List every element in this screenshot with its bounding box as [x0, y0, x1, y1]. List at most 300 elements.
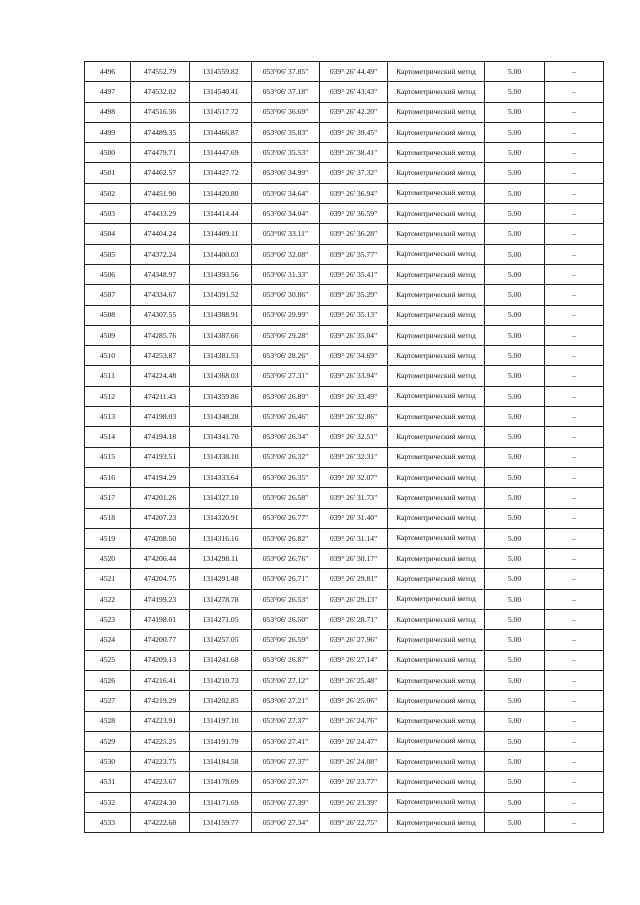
accuracy-cell: 5.00 — [485, 569, 545, 589]
x-coordinate-cell: 474479.71 — [131, 143, 190, 163]
y-coordinate-cell: 1314447.69 — [190, 143, 252, 163]
latitude-cell: 053°06' 35.53" — [252, 143, 320, 163]
method-cell: Картометрический метод — [388, 812, 485, 832]
x-coordinate-cell: 474372.24 — [131, 244, 190, 264]
table-row — [85, 610, 604, 630]
table-row — [85, 427, 604, 447]
note-cell: – — [545, 528, 604, 548]
table-row — [85, 244, 604, 264]
longitude-cell: 039° 26' 35.77" — [320, 244, 388, 264]
longitude-cell: 039° 26' 36.28" — [320, 224, 388, 244]
y-coordinate-cell: 1314271.05 — [190, 610, 252, 630]
x-coordinate-cell: 474209.13 — [131, 650, 190, 670]
latitude-cell: 053°06' 27.31" — [252, 366, 320, 386]
point-number-cell: 4498 — [85, 102, 131, 122]
longitude-cell: 039° 26' 23.39" — [320, 792, 388, 812]
table-row — [85, 366, 604, 386]
latitude-cell: 053°06' 26.53" — [252, 589, 320, 609]
note-cell: – — [545, 488, 604, 508]
note-cell: – — [545, 569, 604, 589]
y-coordinate-cell: 1314391.52 — [190, 285, 252, 305]
accuracy-cell: 5.00 — [485, 102, 545, 122]
table-row — [85, 752, 604, 772]
point-number-cell: 4501 — [85, 163, 131, 183]
accuracy-cell: 5.00 — [485, 447, 545, 467]
y-coordinate-cell: 1314278.78 — [190, 589, 252, 609]
latitude-cell: 053°06' 26.34" — [252, 427, 320, 447]
longitude-cell: 039° 26' 31.40" — [320, 508, 388, 528]
longitude-cell: 039° 26' 32.07" — [320, 467, 388, 487]
y-coordinate-cell: 1314178.69 — [190, 772, 252, 792]
point-number-cell: 4510 — [85, 346, 131, 366]
latitude-cell: 053°06' 34.04" — [252, 204, 320, 224]
longitude-cell: 039° 26' 28.71" — [320, 610, 388, 630]
accuracy-cell: 5.00 — [485, 589, 545, 609]
table-row — [85, 467, 604, 487]
accuracy-cell: 5.00 — [485, 549, 545, 569]
accuracy-cell: 5.00 — [485, 305, 545, 325]
longitude-cell: 039° 26' 33.49" — [320, 386, 388, 406]
x-coordinate-cell: 474199.23 — [131, 589, 190, 609]
x-coordinate-cell: 474223.91 — [131, 711, 190, 731]
point-number-cell: 4509 — [85, 325, 131, 345]
note-cell: – — [545, 792, 604, 812]
accuracy-cell: 5.00 — [485, 122, 545, 142]
accuracy-cell: 5.00 — [485, 285, 545, 305]
latitude-cell: 053°06' 27.37" — [252, 772, 320, 792]
note-cell: – — [545, 711, 604, 731]
latitude-cell: 053°06' 27.41" — [252, 731, 320, 751]
x-coordinate-cell: 474216.41 — [131, 670, 190, 690]
y-coordinate-cell: 1314191.79 — [190, 731, 252, 751]
note-cell: – — [545, 427, 604, 447]
longitude-cell: 039° 26' 24.08" — [320, 752, 388, 772]
x-coordinate-cell: 474222.68 — [131, 812, 190, 832]
x-coordinate-cell: 474194.18 — [131, 427, 190, 447]
x-coordinate-cell: 474219.29 — [131, 691, 190, 711]
note-cell: – — [545, 630, 604, 650]
method-cell: Картометрический метод — [388, 407, 485, 427]
accuracy-cell: 5.00 — [485, 772, 545, 792]
y-coordinate-cell: 1314387.66 — [190, 325, 252, 345]
point-number-cell: 4520 — [85, 549, 131, 569]
table-row — [85, 691, 604, 711]
longitude-cell: 039° 26' 29.81" — [320, 569, 388, 589]
y-coordinate-cell: 1314333.64 — [190, 467, 252, 487]
note-cell: – — [545, 82, 604, 102]
latitude-cell: 053°06' 32.08" — [252, 244, 320, 264]
y-coordinate-cell: 1314171.69 — [190, 792, 252, 812]
latitude-cell: 053°06' 27.34" — [252, 812, 320, 832]
method-cell: Картометрический метод — [388, 650, 485, 670]
point-number-cell: 4516 — [85, 467, 131, 487]
point-number-cell: 4504 — [85, 224, 131, 244]
point-number-cell: 4518 — [85, 508, 131, 528]
method-cell: Картометрический метод — [388, 772, 485, 792]
y-coordinate-cell: 1314184.58 — [190, 752, 252, 772]
accuracy-cell: 5.00 — [485, 812, 545, 832]
note-cell: – — [545, 407, 604, 427]
accuracy-cell: 5.00 — [485, 325, 545, 345]
accuracy-cell: 5.00 — [485, 711, 545, 731]
x-coordinate-cell: 474348.97 — [131, 264, 190, 284]
longitude-cell: 039° 26' 22.75" — [320, 812, 388, 832]
y-coordinate-cell: 1314327.10 — [190, 488, 252, 508]
y-coordinate-cell: 1314348.28 — [190, 407, 252, 427]
x-coordinate-cell: 474462.57 — [131, 163, 190, 183]
x-coordinate-cell: 474224.30 — [131, 792, 190, 812]
table-row — [85, 122, 604, 142]
longitude-cell: 039° 26' 38.41" — [320, 143, 388, 163]
longitude-cell: 039° 26' 42.20" — [320, 102, 388, 122]
accuracy-cell: 5.00 — [485, 528, 545, 548]
method-cell: Картометрический метод — [388, 264, 485, 284]
longitude-cell: 039° 26' 34.69" — [320, 346, 388, 366]
note-cell: – — [545, 752, 604, 772]
point-number-cell: 4506 — [85, 264, 131, 284]
note-cell: – — [545, 386, 604, 406]
y-coordinate-cell: 1314466.87 — [190, 122, 252, 142]
accuracy-cell: 5.00 — [485, 366, 545, 386]
method-cell: Картометрический метод — [388, 447, 485, 467]
point-number-cell: 4522 — [85, 589, 131, 609]
note-cell: – — [545, 549, 604, 569]
y-coordinate-cell: 1314257.05 — [190, 630, 252, 650]
latitude-cell: 053°06' 26.76" — [252, 549, 320, 569]
y-coordinate-cell: 1314517.72 — [190, 102, 252, 122]
longitude-cell: 039° 26' 30.17" — [320, 549, 388, 569]
x-coordinate-cell: 474204.75 — [131, 569, 190, 589]
note-cell: – — [545, 183, 604, 203]
latitude-cell: 053°06' 29.99" — [252, 305, 320, 325]
note-cell: – — [545, 691, 604, 711]
point-number-cell: 4505 — [85, 244, 131, 264]
table-row — [85, 508, 604, 528]
note-cell: – — [545, 62, 604, 82]
point-number-cell: 4507 — [85, 285, 131, 305]
y-coordinate-cell: 1314291.48 — [190, 569, 252, 589]
latitude-cell: 053°06' 34.64" — [252, 183, 320, 203]
method-cell: Картометрический метод — [388, 488, 485, 508]
y-coordinate-cell: 1314414.44 — [190, 204, 252, 224]
accuracy-cell: 5.00 — [485, 244, 545, 264]
latitude-cell: 053°06' 27.39" — [252, 792, 320, 812]
note-cell: – — [545, 508, 604, 528]
longitude-cell: 039° 26' 35.04" — [320, 325, 388, 345]
longitude-cell: 039° 26' 39.45" — [320, 122, 388, 142]
note-cell: – — [545, 163, 604, 183]
table-row — [85, 386, 604, 406]
accuracy-cell: 5.00 — [485, 427, 545, 447]
accuracy-cell: 5.00 — [485, 488, 545, 508]
accuracy-cell: 5.00 — [485, 792, 545, 812]
y-coordinate-cell: 1314400.03 — [190, 244, 252, 264]
method-cell: Картометрический метод — [388, 224, 485, 244]
x-coordinate-cell: 474200.77 — [131, 630, 190, 650]
table-row — [85, 407, 604, 427]
note-cell: – — [545, 122, 604, 142]
point-number-cell: 4524 — [85, 630, 131, 650]
table-row — [85, 325, 604, 345]
accuracy-cell: 5.00 — [485, 143, 545, 163]
table-row — [85, 224, 604, 244]
point-number-cell: 4532 — [85, 792, 131, 812]
accuracy-cell: 5.00 — [485, 62, 545, 82]
point-number-cell: 4502 — [85, 183, 131, 203]
table-row — [85, 772, 604, 792]
latitude-cell: 053°06' 29.28" — [252, 325, 320, 345]
latitude-cell: 053°06' 26.35" — [252, 467, 320, 487]
accuracy-cell: 5.00 — [485, 691, 545, 711]
accuracy-cell: 5.00 — [485, 264, 545, 284]
note-cell: – — [545, 285, 604, 305]
table-row — [85, 102, 604, 122]
point-number-cell: 4525 — [85, 650, 131, 670]
x-coordinate-cell: 474451.90 — [131, 183, 190, 203]
y-coordinate-cell: 1314202.85 — [190, 691, 252, 711]
y-coordinate-cell: 1314540.41 — [190, 82, 252, 102]
accuracy-cell: 5.00 — [485, 508, 545, 528]
table-row — [85, 569, 604, 589]
y-coordinate-cell: 1314241.68 — [190, 650, 252, 670]
note-cell: – — [545, 264, 604, 284]
y-coordinate-cell: 1314298.11 — [190, 549, 252, 569]
point-number-cell: 4529 — [85, 731, 131, 751]
y-coordinate-cell: 1314420.80 — [190, 183, 252, 203]
table-row — [85, 812, 604, 832]
table-row — [85, 630, 604, 650]
coordinates-table — [84, 61, 604, 833]
method-cell: Картометрический метод — [388, 244, 485, 264]
x-coordinate-cell: 474193.51 — [131, 447, 190, 467]
method-cell: Картометрический метод — [388, 346, 485, 366]
point-number-cell: 4513 — [85, 407, 131, 427]
method-cell: Картометрический метод — [388, 183, 485, 203]
point-number-cell: 4530 — [85, 752, 131, 772]
longitude-cell: 039° 26' 32.51" — [320, 427, 388, 447]
latitude-cell: 053°06' 37.18" — [252, 82, 320, 102]
method-cell: Картометрический метод — [388, 691, 485, 711]
note-cell: – — [545, 325, 604, 345]
latitude-cell: 053°06' 26.89" — [252, 386, 320, 406]
longitude-cell: 039° 26' 32.31" — [320, 447, 388, 467]
latitude-cell: 053°06' 26.71" — [252, 569, 320, 589]
longitude-cell: 039° 26' 43.43" — [320, 82, 388, 102]
method-cell: Картометрический метод — [388, 630, 485, 650]
table-row — [85, 731, 604, 751]
x-coordinate-cell: 474211.43 — [131, 386, 190, 406]
x-coordinate-cell: 474433.29 — [131, 204, 190, 224]
longitude-cell: 039° 26' 35.29" — [320, 285, 388, 305]
x-coordinate-cell: 474206.44 — [131, 549, 190, 569]
point-number-cell: 4527 — [85, 691, 131, 711]
latitude-cell: 053°06' 27.37" — [252, 752, 320, 772]
method-cell: Картометрический метод — [388, 589, 485, 609]
method-cell: Картометрический метод — [388, 82, 485, 102]
point-number-cell: 4514 — [85, 427, 131, 447]
x-coordinate-cell: 474225.25 — [131, 731, 190, 751]
y-coordinate-cell: 1314393.56 — [190, 264, 252, 284]
accuracy-cell: 5.00 — [485, 82, 545, 102]
longitude-cell: 039° 26' 31.14" — [320, 528, 388, 548]
note-cell: – — [545, 812, 604, 832]
method-cell: Картометрический метод — [388, 204, 485, 224]
table-row — [85, 346, 604, 366]
latitude-cell: 053°06' 26.58" — [252, 488, 320, 508]
latitude-cell: 053°06' 35.83" — [252, 122, 320, 142]
point-number-cell: 4511 — [85, 366, 131, 386]
longitude-cell: 039° 26' 25.06" — [320, 691, 388, 711]
note-cell: – — [545, 346, 604, 366]
longitude-cell: 039° 26' 27.14" — [320, 650, 388, 670]
longitude-cell: 039° 26' 36.59" — [320, 204, 388, 224]
longitude-cell: 039° 26' 25.48" — [320, 670, 388, 690]
longitude-cell: 039° 26' 37.32" — [320, 163, 388, 183]
table-row — [85, 711, 604, 731]
x-coordinate-cell: 474489.35 — [131, 122, 190, 142]
point-number-cell: 4521 — [85, 569, 131, 589]
method-cell: Картометрический метод — [388, 670, 485, 690]
x-coordinate-cell: 474404.24 — [131, 224, 190, 244]
table-row — [85, 143, 604, 163]
method-cell: Картометрический метод — [388, 122, 485, 142]
longitude-cell: 039° 26' 35.13" — [320, 305, 388, 325]
longitude-cell: 039° 26' 23.77" — [320, 772, 388, 792]
point-number-cell: 4517 — [85, 488, 131, 508]
method-cell: Картометрический метод — [388, 528, 485, 548]
accuracy-cell: 5.00 — [485, 183, 545, 203]
latitude-cell: 053°06' 27.21" — [252, 691, 320, 711]
x-coordinate-cell: 474307.55 — [131, 305, 190, 325]
method-cell: Картометрический метод — [388, 325, 485, 345]
latitude-cell: 053°06' 27.12" — [252, 670, 320, 690]
y-coordinate-cell: 1314341.70 — [190, 427, 252, 447]
y-coordinate-cell: 1314368.03 — [190, 366, 252, 386]
latitude-cell: 053°06' 28.26" — [252, 346, 320, 366]
table-row — [85, 204, 604, 224]
table-row — [85, 670, 604, 690]
latitude-cell: 053°06' 26.59" — [252, 630, 320, 650]
table-row — [85, 650, 604, 670]
y-coordinate-cell: 1314316.16 — [190, 528, 252, 548]
note-cell: – — [545, 610, 604, 630]
x-coordinate-cell: 474194.29 — [131, 467, 190, 487]
x-coordinate-cell: 474532.02 — [131, 82, 190, 102]
x-coordinate-cell: 474223.67 — [131, 772, 190, 792]
point-number-cell: 4526 — [85, 670, 131, 690]
method-cell: Картометрический метод — [388, 366, 485, 386]
method-cell: Картометрический метод — [388, 467, 485, 487]
y-coordinate-cell: 1314159.77 — [190, 812, 252, 832]
note-cell: – — [545, 731, 604, 751]
accuracy-cell: 5.00 — [485, 204, 545, 224]
method-cell: Картометрический метод — [388, 549, 485, 569]
x-coordinate-cell: 474253.87 — [131, 346, 190, 366]
table-row — [85, 264, 604, 284]
y-coordinate-cell: 1314381.53 — [190, 346, 252, 366]
point-number-cell: 4499 — [85, 122, 131, 142]
note-cell: – — [545, 102, 604, 122]
note-cell: – — [545, 650, 604, 670]
longitude-cell: 039° 26' 27.96" — [320, 630, 388, 650]
x-coordinate-cell: 474223.75 — [131, 752, 190, 772]
method-cell: Картометрический метод — [388, 102, 485, 122]
table-row — [85, 447, 604, 467]
table-row — [85, 792, 604, 812]
latitude-cell: 053°06' 27.37" — [252, 711, 320, 731]
y-coordinate-cell: 1314388.91 — [190, 305, 252, 325]
note-cell: – — [545, 143, 604, 163]
point-number-cell: 4508 — [85, 305, 131, 325]
latitude-cell: 053°06' 33.11" — [252, 224, 320, 244]
method-cell: Картометрический метод — [388, 792, 485, 812]
point-number-cell: 4515 — [85, 447, 131, 467]
x-coordinate-cell: 474224.48 — [131, 366, 190, 386]
longitude-cell: 039° 26' 36.94" — [320, 183, 388, 203]
point-number-cell: 4523 — [85, 610, 131, 630]
note-cell: – — [545, 589, 604, 609]
accuracy-cell: 5.00 — [485, 407, 545, 427]
accuracy-cell: 5.00 — [485, 467, 545, 487]
method-cell: Картометрический метод — [388, 508, 485, 528]
method-cell: Картометрический метод — [388, 143, 485, 163]
accuracy-cell: 5.00 — [485, 610, 545, 630]
accuracy-cell: 5.00 — [485, 224, 545, 244]
longitude-cell: 039° 26' 29.13" — [320, 589, 388, 609]
method-cell: Картометрический метод — [388, 731, 485, 751]
table-row — [85, 183, 604, 203]
point-number-cell: 4497 — [85, 82, 131, 102]
method-cell: Картометрический метод — [388, 285, 485, 305]
x-coordinate-cell: 474198.03 — [131, 407, 190, 427]
longitude-cell: 039° 26' 32.86" — [320, 407, 388, 427]
note-cell: – — [545, 670, 604, 690]
point-number-cell: 4519 — [85, 528, 131, 548]
y-coordinate-cell: 1314210.73 — [190, 670, 252, 690]
method-cell: Картометрический метод — [388, 610, 485, 630]
note-cell: – — [545, 772, 604, 792]
x-coordinate-cell: 474208.50 — [131, 528, 190, 548]
note-cell: – — [545, 244, 604, 264]
note-cell: – — [545, 305, 604, 325]
method-cell: Картометрический метод — [388, 305, 485, 325]
x-coordinate-cell: 474552.79 — [131, 62, 190, 82]
table-row — [85, 163, 604, 183]
accuracy-cell: 5.00 — [485, 163, 545, 183]
table-body — [85, 62, 604, 833]
accuracy-cell: 5.00 — [485, 346, 545, 366]
point-number-cell: 4512 — [85, 386, 131, 406]
y-coordinate-cell: 1314197.10 — [190, 711, 252, 731]
x-coordinate-cell: 474201.26 — [131, 488, 190, 508]
accuracy-cell: 5.00 — [485, 670, 545, 690]
longitude-cell: 039° 26' 24.47" — [320, 731, 388, 751]
latitude-cell: 053°06' 30.86" — [252, 285, 320, 305]
x-coordinate-cell: 474285.76 — [131, 325, 190, 345]
point-number-cell: 4533 — [85, 812, 131, 832]
point-number-cell: 4528 — [85, 711, 131, 731]
accuracy-cell: 5.00 — [485, 386, 545, 406]
longitude-cell: 039° 26' 24.76" — [320, 711, 388, 731]
point-number-cell: 4503 — [85, 204, 131, 224]
y-coordinate-cell: 1314409.11 — [190, 224, 252, 244]
method-cell: Картометрический метод — [388, 752, 485, 772]
latitude-cell: 053°06' 26.32" — [252, 447, 320, 467]
point-number-cell: 4496 — [85, 62, 131, 82]
method-cell: Картометрический метод — [388, 386, 485, 406]
table-row — [85, 589, 604, 609]
y-coordinate-cell: 1314338.10 — [190, 447, 252, 467]
